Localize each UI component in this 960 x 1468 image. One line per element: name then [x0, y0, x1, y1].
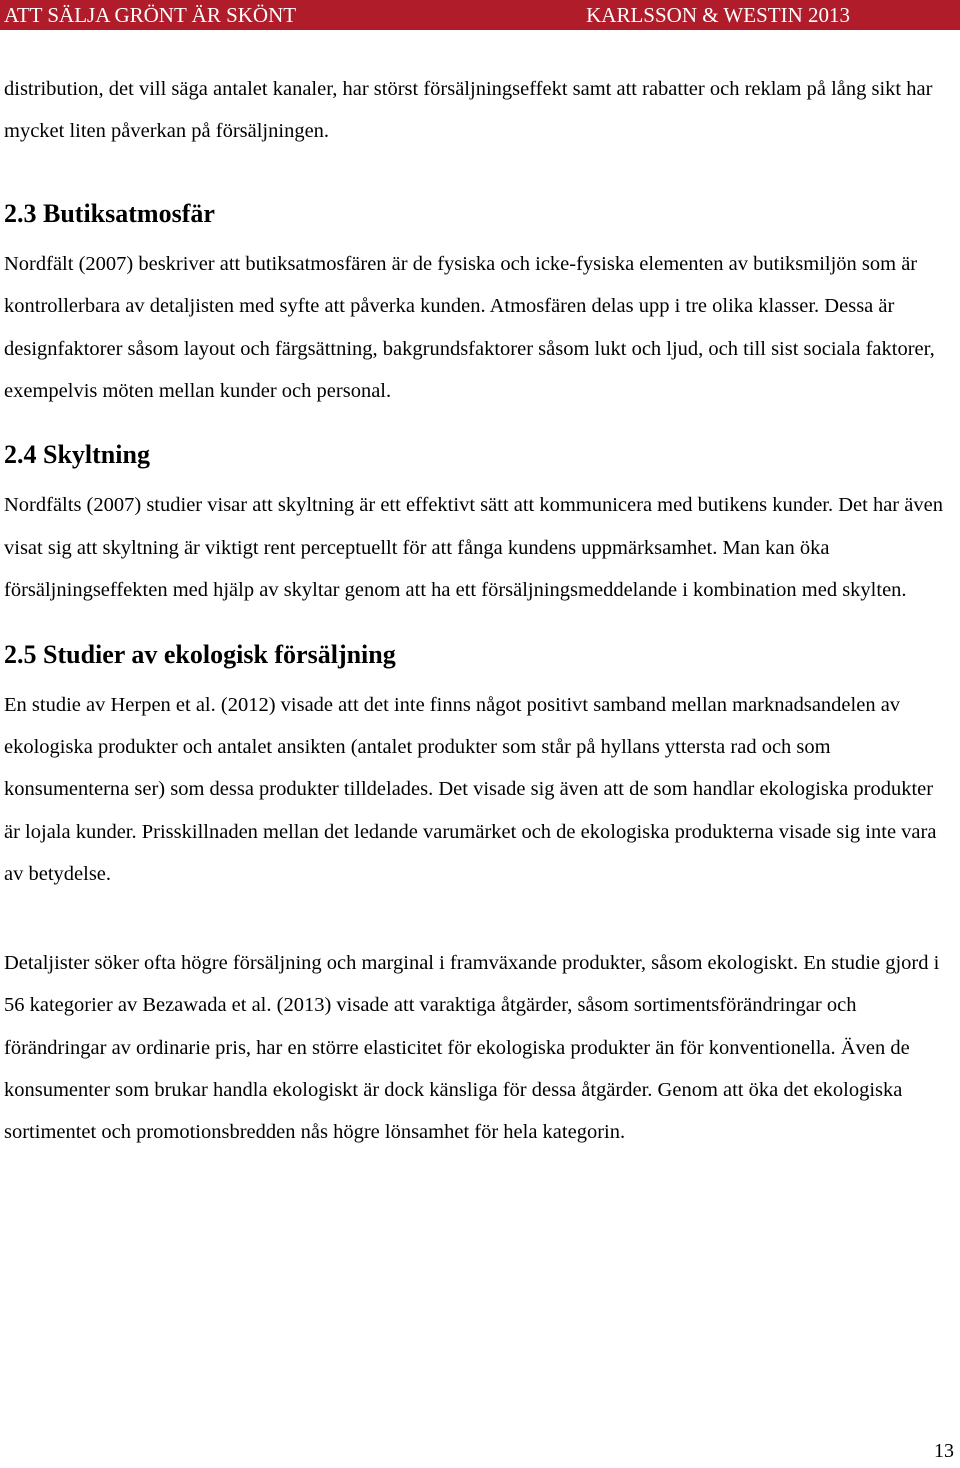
- header-authors: KARLSSON & WESTIN 2013: [586, 3, 850, 27]
- paragraph-organic-1: En studie av Herpen et al. (2012) visade att det inte finns något positivt samband mellan marknadsandelen av ekologiska produkter och antalet ansikten (antalet produkter som står på hyllans yttersta rad och som konsumenterna ser) som dessa produkter tilldelades. Det visade sig även att de som handlar ekologiska produkter är lojala kunder. Prisskillnaden mellan det ledande varumärket och de ekologiska produkterna visade sig inte vara av betydelse.: [4, 693, 937, 886]
- page-number: 13: [934, 1440, 954, 1462]
- heading-ekologisk-forsaljning: 2.5 Studier av ekologisk försäljning: [4, 639, 396, 669]
- header-title: ATT SÄLJA GRÖNT ÄR SKÖNT: [4, 3, 297, 27]
- paragraph-atmosphere: Nordfält (2007) beskriver att butiksatmosfären är de fysiska och icke-fysiska elementen av butiksmiljön som är kontrollerbara av detaljisten med syfte att påverka kunden. Atmosfären delas upp i tre olika klasser. Dessa är designfaktorer såsom layout och färgsättning, bakgrundsfaktorer såsom lukt och ljud, och till sist sociala faktorer, exempelvis möten mellan kunder och personal.: [4, 252, 935, 403]
- page-content: [4, 68, 954, 1154]
- paragraph-signage: Nordfälts (2007) studier visar att skyltning är ett effektivt sätt att kommunicera med butikens kunder. Det har även visat sig att skyltning är viktigt rent perceptuellt för att fånga kundens uppmärksamhet. Man kan öka försäljningseffekten med hjälp av skyltar genom att ha ett försäljningsmeddelande i kombination med skylten.: [4, 494, 943, 602]
- heading-skyltning: 2.4 Skyltning: [4, 440, 150, 470]
- heading-butiksatmosfar: 2.3 Butiksatmosfär: [4, 198, 215, 228]
- page-header: [0, 0, 960, 30]
- paragraph-intro: distribution, det vill säga antalet kanaler, har störst försäljningseffekt samt att rabatter och reklam på lång sikt har mycket liten påverkan på försäljningen.: [4, 78, 933, 143]
- paragraph-organic-2: Detaljister söker ofta högre försäljning och marginal i framväxande produkter, såsom ekologiskt. En studie gjord i 56 kategorier av Bezawada et al. (2013) visade att varaktiga åtgärder, såsom sortimentsförändringar och förändringar av ordinarie pris, har en större elasticitet för ekologiska produkter än för konventionella. Även de konsumenter som brukar handla ekologiskt är dock känsliga för dessa åtgärder. Genom att öka det ekologiska sortimentet och promotionsbredden nås högre lönsamhet för hela kategorin.: [4, 951, 940, 1144]
